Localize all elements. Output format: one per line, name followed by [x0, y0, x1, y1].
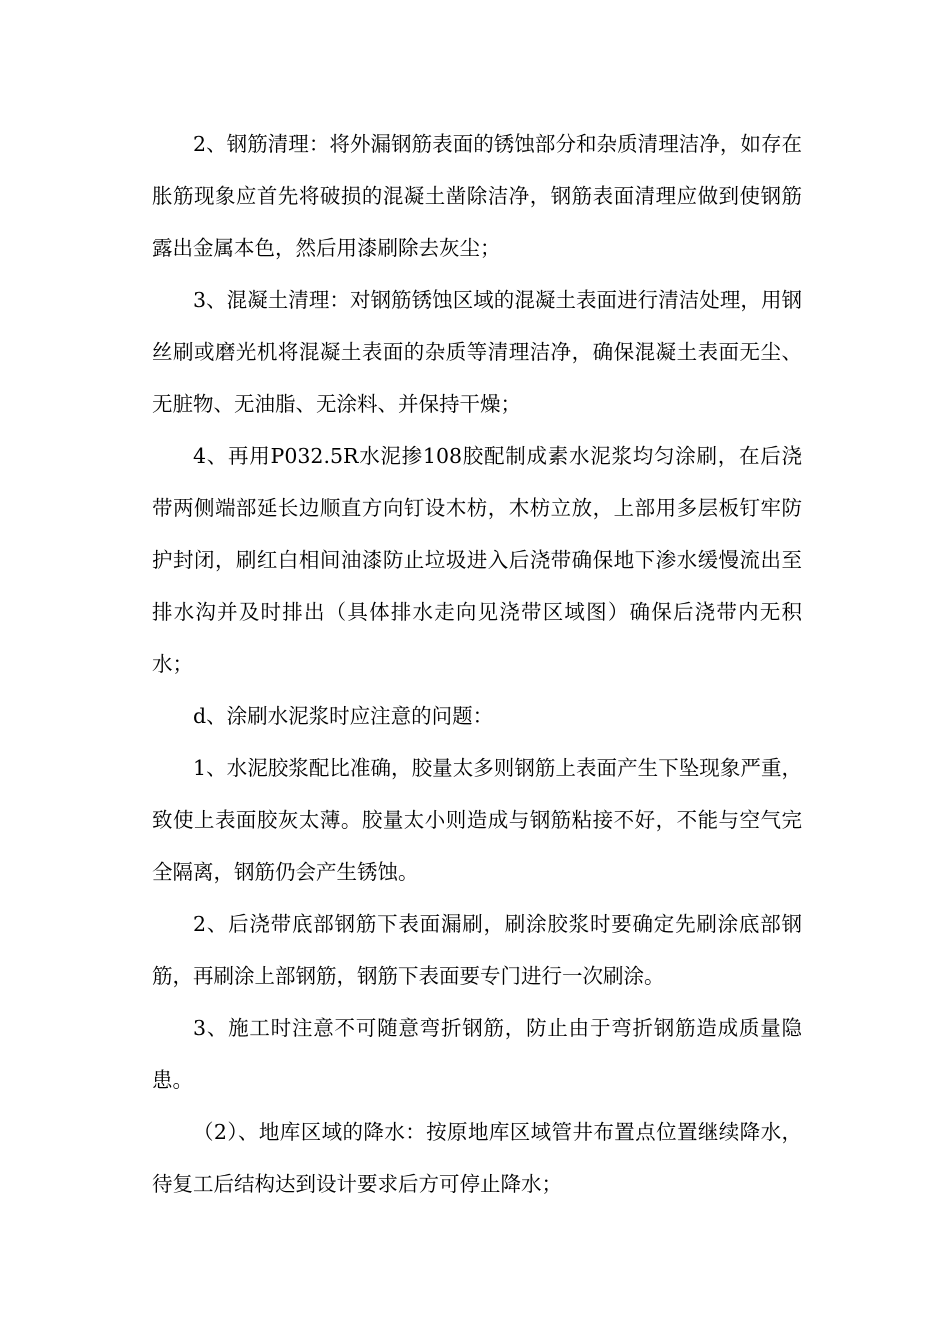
- paragraph-no-bending: 3、施工时注意不可随意弯折钢筋，防止由于弯折钢筋造成质量隐患。: [152, 1016, 802, 1092]
- paragraph-bottom-rebar: 2、后浇带底部钢筋下表面漏刷，刷涂胶浆时要确定先刷涂底部钢筋，再刷涂上部钢筋，钢筋下表面要专门进行一次刷涂。: [152, 912, 802, 988]
- paragraph-brushing-notes-heading: d、涂刷水泥浆时应注意的问题：: [193, 704, 494, 728]
- paragraph-cement-slurry-brushing: 4、再用P032.5R水泥掺108胶配制成素水泥浆均匀涂刷，在后浇带两侧端部延长边顺直方向钉设木枋，木枋立放，上部用多层板钉牢防护封闭，刷红白相间油漆防止垃圾进入后浇带确保地下渗水缓慢流出至排水沟并及时排出（具体排水走向见浇带区域图）确保后浇带内无积水；: [152, 444, 802, 676]
- document-body: [152, 118, 802, 1210]
- paragraph-mix-ratio: 1、水泥胶浆配比准确，胶量太多则钢筋上表面产生下坠现象严重，致使上表面胶灰太薄。胶量太小则造成与钢筋粘接不好，不能与空气完全隔离，钢筋仍会产生锈蚀。: [152, 756, 802, 884]
- paragraph-basement-dewatering: （2）、地库区域的降水：按原地库区域管井布置点位置继续降水，待复工后结构达到设计要求后方可停止降水；: [152, 1120, 802, 1196]
- paragraph-rebar-cleaning: 2、钢筋清理：将外漏钢筋表面的锈蚀部分和杂质清理洁净，如存在胀筋现象应首先将破损的混凝土凿除洁净，钢筋表面清理应做到使钢筋露出金属本色，然后用漆刷除去灰尘；: [152, 132, 802, 260]
- paragraph-concrete-cleaning: 3、混凝土清理：对钢筋锈蚀区域的混凝土表面进行清洁处理，用钢丝刷或磨光机将混凝土表面的杂质等清理洁净，确保混凝土表面无尘、无脏物、无油脂、无涂料、并保持干燥；: [152, 288, 802, 416]
